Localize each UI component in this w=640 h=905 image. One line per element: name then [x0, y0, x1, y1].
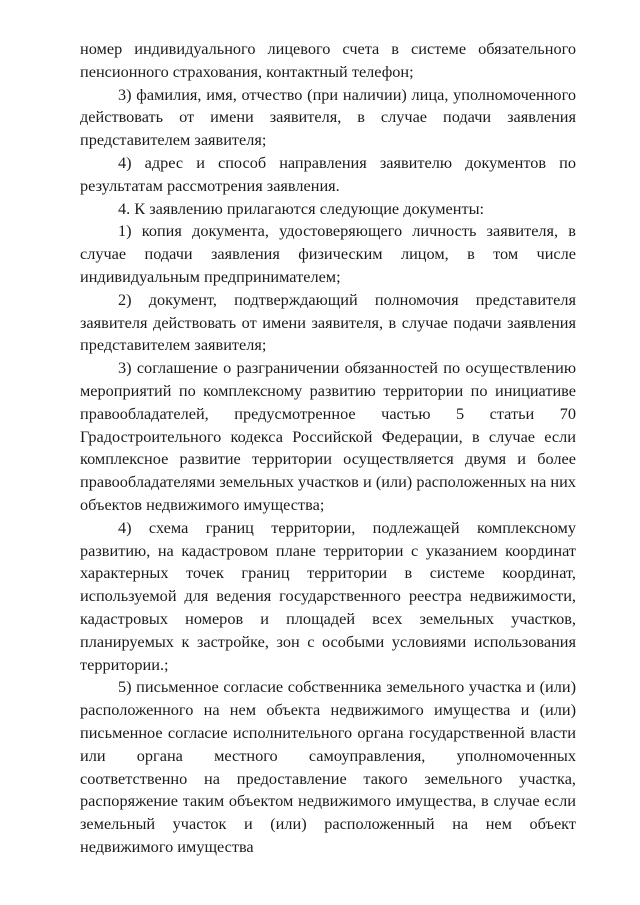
- paragraph-doc-4-boundary-scheme: 4) схема границ территории, подлежащей комплексному развитию, на кадастровом плане территории с указанием координат характерных точек границ территории в системе координат, используемой для ведения государственного реестра недвижимости, кадастровых номеров и площадей всех земельных участков, планируемых к застройке, зон с особыми условиями использования территории.;: [80, 517, 576, 674]
- document-body: [80, 38, 576, 859]
- paragraph-doc-3-agreement: 3) соглашение о разграничении обязанностей по осуществлению мероприятий по комплексному развитию территории по инициативе правообладателей, предусмотренное частью 5 статьи 70 Градостроительного кодекса Российской Федерации, в случае если комплексное развитие территории осуществляется двумя и более правообладателями земельных участков и (или) расположенных на них объектов недвижимого имущества;: [80, 358, 576, 514]
- paragraph-doc-2-authority: 2) документ, подтверждающий полномочия представителя заявителя действовать от имени заявителя, в случае подачи заявления представителем заявителя;: [80, 289, 576, 355]
- paragraph-doc-5-written-consent: 5) письменное согласие собственника земельного участка и (или) расположенного на нем объекта недвижимого имущества и (или) письменное согласие исполнительного органа государственной власти или органа местного самоуправления, уполномоченных соответственно на предоставление такого земельного участка, распоряжение таким объектом недвижимого имущества, в случае если земельный участок и (или) расположенный на нем объект недвижимого имущества: [80, 677, 576, 856]
- paragraph-doc-1-identity-copy: 1) копия документа, удостоверяющего личность заявителя, в случае подачи заявления физическим лицом, в том числе индивидуальным предпринимателем;: [80, 221, 576, 286]
- paragraph-section-4-heading: 4. К заявлению прилагаются следующие документы:: [118, 198, 485, 218]
- paragraph-contact-info: номер индивидуального лицевого счета в системе обязательного пенсионного страхования, контактный телефон;: [80, 39, 576, 81]
- paragraph-item-4-address: 4) адрес и способ направления заявителю документов по результатам рассмотрения заявления.: [80, 152, 576, 195]
- paragraph-item-3-representative: 3) фамилия, имя, отчество (при наличии) лица, уполномоченного действовать от имени заявителя, в случае подачи заявления представителем заявителя;: [80, 84, 576, 150]
